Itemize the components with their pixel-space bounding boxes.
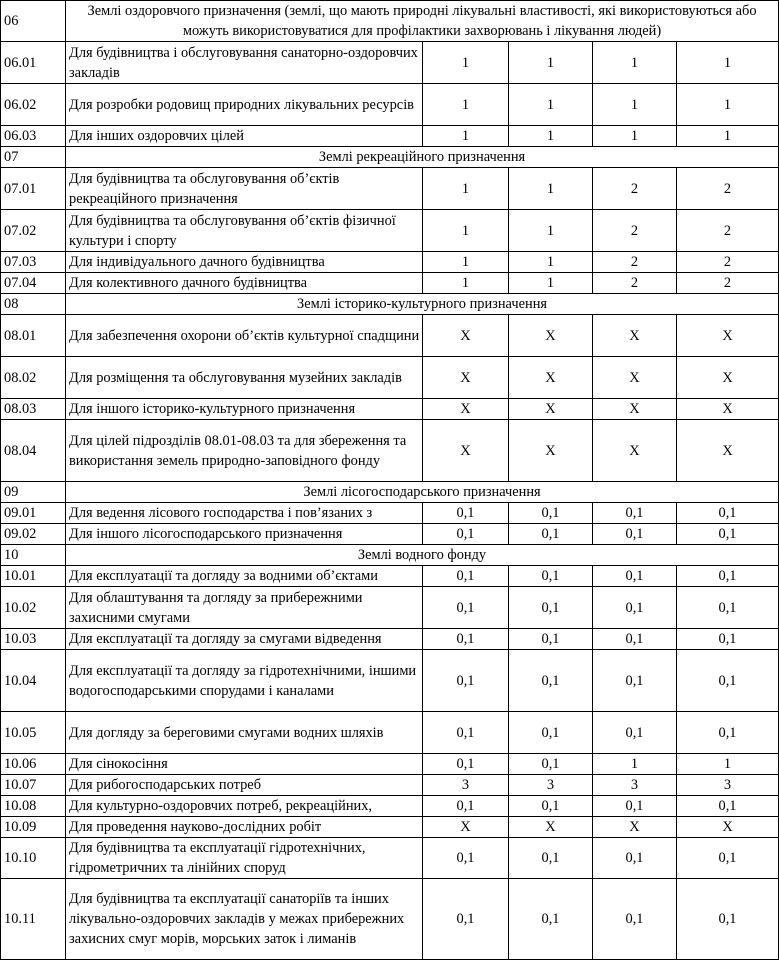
value-cell-4: X	[677, 357, 779, 399]
row-description: Для будівництва та обслуговування об’єктів рекреаційного призначення	[66, 168, 423, 210]
row-description: Для рибогосподарських потреб	[66, 775, 423, 796]
row-code: 10.04	[1, 650, 66, 712]
value-cell-2: 0,1	[509, 796, 593, 817]
row-code: 08.01	[1, 315, 66, 357]
value-cell-3: 0,1	[593, 796, 677, 817]
row-code: 10.10	[1, 838, 66, 879]
value-cell-1: 1	[423, 84, 509, 126]
value-cell-3: X	[593, 399, 677, 420]
table-row	[1, 210, 779, 252]
row-code: 09.02	[1, 524, 66, 545]
value-cell-2: 0,1	[509, 650, 593, 712]
value-cell-4: 0,1	[677, 650, 779, 712]
value-cell-3: 0,1	[593, 587, 677, 629]
table-row	[1, 503, 779, 524]
value-cell-1: 0,1	[423, 838, 509, 879]
row-code: 08.03	[1, 399, 66, 420]
section-title: Землі оздоровчого призначення (землі, що мають природні лікувальні властивості, які використовуються або можуть використовуватися для профілактики захворювань і лікування людей)	[66, 1, 779, 42]
value-cell-3: 1	[593, 42, 677, 84]
row-description: Для проведення науково-дослідних робіт	[66, 817, 423, 838]
row-description: Для іншого лісогосподарського призначення	[66, 524, 423, 545]
value-cell-1: X	[423, 420, 509, 482]
table-row	[1, 252, 779, 273]
table-row	[1, 357, 779, 399]
value-cell-4: X	[677, 399, 779, 420]
row-code: 10	[1, 545, 66, 566]
value-cell-1: 0,1	[423, 879, 509, 960]
row-description: Для колективного дачного будівництва	[66, 273, 423, 294]
value-cell-4: 0,1	[677, 712, 779, 754]
row-description: Для будівництва і обслуговування санаторно-оздоровчих закладів	[66, 42, 423, 84]
value-cell-1: 0,1	[423, 754, 509, 775]
value-cell-2: 0,1	[509, 503, 593, 524]
value-cell-2: X	[509, 357, 593, 399]
row-code: 06.01	[1, 42, 66, 84]
value-cell-1: 1	[423, 210, 509, 252]
table-row	[1, 399, 779, 420]
row-code: 06.03	[1, 126, 66, 147]
section-header-row	[1, 147, 779, 168]
row-code: 09	[1, 482, 66, 503]
row-code: 07.02	[1, 210, 66, 252]
value-cell-2: 1	[509, 126, 593, 147]
row-code: 07	[1, 147, 66, 168]
value-cell-1: X	[423, 315, 509, 357]
value-cell-4: X	[677, 315, 779, 357]
section-header-row	[1, 482, 779, 503]
value-cell-1: 1	[423, 168, 509, 210]
row-code: 08.02	[1, 357, 66, 399]
value-cell-2: X	[509, 315, 593, 357]
row-code: 06.02	[1, 84, 66, 126]
row-description: Для ведення лісового господарства і пов’язаних з	[66, 503, 423, 524]
value-cell-4: 0,1	[677, 566, 779, 587]
value-cell-2: 1	[509, 210, 593, 252]
value-cell-1: X	[423, 399, 509, 420]
category-title: Землі історико-культурного призначення	[66, 294, 779, 315]
row-code: 10.01	[1, 566, 66, 587]
section-header-row	[1, 294, 779, 315]
value-cell-2: 0,1	[509, 629, 593, 650]
value-cell-4: 1	[677, 126, 779, 147]
value-cell-4: 3	[677, 775, 779, 796]
value-cell-2: 1	[509, 273, 593, 294]
value-cell-1: 0,1	[423, 524, 509, 545]
value-cell-2: 0,1	[509, 712, 593, 754]
row-description: Для індивідуального дачного будівництва	[66, 252, 423, 273]
value-cell-4: 2	[677, 273, 779, 294]
row-description: Для забезпечення охорони об’єктів культурної спадщини	[66, 315, 423, 357]
row-code: 10.08	[1, 796, 66, 817]
value-cell-1: X	[423, 357, 509, 399]
value-cell-3: 0,1	[593, 566, 677, 587]
row-description: Для будівництва та обслуговування об’єктів фізичної культури і спорту	[66, 210, 423, 252]
value-cell-3: 0,1	[593, 838, 677, 879]
value-cell-4: 0,1	[677, 796, 779, 817]
value-cell-4: 2	[677, 252, 779, 273]
value-cell-4: 0,1	[677, 879, 779, 960]
value-cell-3: X	[593, 420, 677, 482]
row-description: Для облаштування та догляду за прибережними захисними смугами	[66, 587, 423, 629]
row-code: 06	[1, 1, 66, 42]
table-row	[1, 126, 779, 147]
value-cell-4: 0,1	[677, 838, 779, 879]
value-cell-1: 1	[423, 126, 509, 147]
value-cell-3: 0,1	[593, 650, 677, 712]
value-cell-1: 0,1	[423, 650, 509, 712]
value-cell-4: 1	[677, 754, 779, 775]
table-row	[1, 273, 779, 294]
section-header-row	[1, 1, 779, 42]
table-row	[1, 84, 779, 126]
table-row	[1, 566, 779, 587]
row-description: Для будівництва та експлуатації гідротехнічних, гідрометричних та лінійних споруд	[66, 838, 423, 879]
table-row	[1, 754, 779, 775]
value-cell-1: 3	[423, 775, 509, 796]
value-cell-4: 0,1	[677, 587, 779, 629]
value-cell-1: 0,1	[423, 503, 509, 524]
table-row	[1, 712, 779, 754]
row-description: Для іншого історико-культурного призначення	[66, 399, 423, 420]
value-cell-3: 0,1	[593, 879, 677, 960]
value-cell-1: 1	[423, 42, 509, 84]
value-cell-2: X	[509, 817, 593, 838]
row-code: 09.01	[1, 503, 66, 524]
row-code: 10.02	[1, 587, 66, 629]
value-cell-2: 1	[509, 252, 593, 273]
row-description: Для догляду за береговими смугами водних шляхів	[66, 712, 423, 754]
value-cell-2: 1	[509, 168, 593, 210]
value-cell-2: 0,1	[509, 879, 593, 960]
value-cell-4: 1	[677, 42, 779, 84]
value-cell-3: 3	[593, 775, 677, 796]
table-row	[1, 650, 779, 712]
row-description: Для експлуатації та догляду за смугами відведення	[66, 629, 423, 650]
value-cell-4: 2	[677, 210, 779, 252]
row-code: 08	[1, 294, 66, 315]
value-cell-2: 1	[509, 84, 593, 126]
value-cell-3: 1	[593, 754, 677, 775]
value-cell-1: 0,1	[423, 587, 509, 629]
value-cell-2: 3	[509, 775, 593, 796]
row-code: 10.06	[1, 754, 66, 775]
row-description: Для інших оздоровчих цілей	[66, 126, 423, 147]
value-cell-2: 1	[509, 42, 593, 84]
row-description: Для цілей підрозділів 08.01-08.03 та для збереження та використання земель природно-заповідного фонду	[66, 420, 423, 482]
table-row	[1, 817, 779, 838]
row-description: Для сінокосіння	[66, 754, 423, 775]
table-row	[1, 168, 779, 210]
value-cell-4: X	[677, 817, 779, 838]
row-description: Для розміщення та обслуговування музейних закладів	[66, 357, 423, 399]
value-cell-4: 0,1	[677, 524, 779, 545]
value-cell-2: 0,1	[509, 754, 593, 775]
value-cell-1: 0,1	[423, 712, 509, 754]
category-title: Землі рекреаційного призначення	[66, 147, 779, 168]
category-title: Землі водного фонду	[66, 545, 779, 566]
table-row	[1, 796, 779, 817]
value-cell-3: X	[593, 315, 677, 357]
table-row	[1, 629, 779, 650]
row-code: 10.11	[1, 879, 66, 960]
table-row	[1, 420, 779, 482]
value-cell-3: 2	[593, 252, 677, 273]
value-cell-4: 2	[677, 168, 779, 210]
value-cell-3: 1	[593, 126, 677, 147]
value-cell-4: 0,1	[677, 629, 779, 650]
row-code: 07.04	[1, 273, 66, 294]
value-cell-2: 0,1	[509, 524, 593, 545]
row-description: Для розробки родовищ природних лікувальних ресурсів	[66, 84, 423, 126]
value-cell-2: X	[509, 420, 593, 482]
value-cell-2: 0,1	[509, 566, 593, 587]
value-cell-2: X	[509, 399, 593, 420]
row-code: 08.04	[1, 420, 66, 482]
value-cell-4: X	[677, 420, 779, 482]
table-row	[1, 838, 779, 879]
table-row	[1, 775, 779, 796]
value-cell-2: 0,1	[509, 838, 593, 879]
table-row	[1, 42, 779, 84]
row-code: 07.01	[1, 168, 66, 210]
value-cell-2: 0,1	[509, 587, 593, 629]
row-description: Для експлуатації та догляду за гідротехнічними, іншими водогосподарськими спорудами і каналами	[66, 650, 423, 712]
value-cell-1: 0,1	[423, 629, 509, 650]
value-cell-4: 1	[677, 84, 779, 126]
value-cell-3: 0,1	[593, 629, 677, 650]
row-description: Для експлуатації та догляду за водними об’єктами	[66, 566, 423, 587]
row-code: 10.03	[1, 629, 66, 650]
value-cell-3: X	[593, 357, 677, 399]
value-cell-1: 1	[423, 252, 509, 273]
value-cell-1: 0,1	[423, 796, 509, 817]
row-description: Для культурно-оздоровчих потреб, рекреаційних,	[66, 796, 423, 817]
row-code: 10.07	[1, 775, 66, 796]
value-cell-3: 1	[593, 84, 677, 126]
value-cell-3: 2	[593, 273, 677, 294]
section-header-row	[1, 545, 779, 566]
value-cell-4: 0,1	[677, 503, 779, 524]
table-row	[1, 587, 779, 629]
row-code: 10.05	[1, 712, 66, 754]
value-cell-3: 2	[593, 168, 677, 210]
value-cell-1: 1	[423, 273, 509, 294]
value-cell-3: 0,1	[593, 503, 677, 524]
value-cell-3: 0,1	[593, 524, 677, 545]
row-code: 07.03	[1, 252, 66, 273]
value-cell-3: 0,1	[593, 712, 677, 754]
value-cell-1: 0,1	[423, 566, 509, 587]
category-title: Землі лісогосподарського призначення	[66, 482, 779, 503]
value-cell-3: 2	[593, 210, 677, 252]
table-row	[1, 315, 779, 357]
value-cell-3: X	[593, 817, 677, 838]
table-body	[1, 1, 779, 960]
table-row	[1, 879, 779, 960]
value-cell-1: X	[423, 817, 509, 838]
table-row	[1, 524, 779, 545]
row-code: 10.09	[1, 817, 66, 838]
row-description: Для будівництва та експлуатації санаторіїв та інших лікувально-оздоровчих закладів у межах прибережних захисних смуг морів, морських заток і лиманів	[66, 879, 423, 960]
